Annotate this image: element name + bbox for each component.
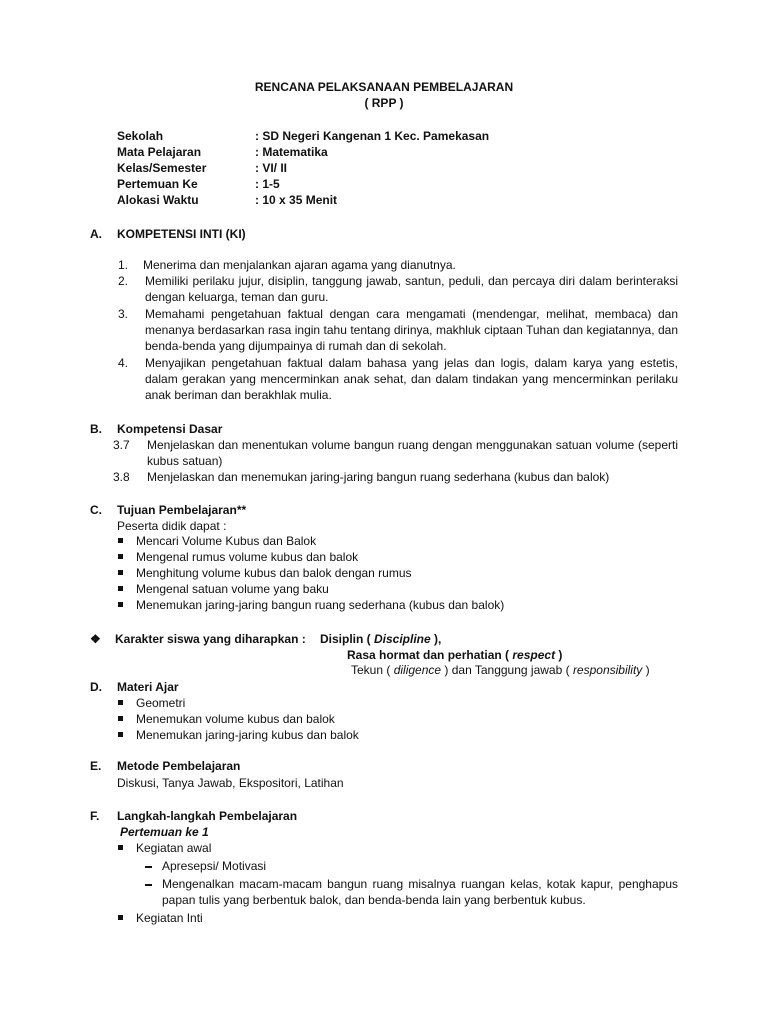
bullet-square-icon [118,602,123,607]
section-f-letter: F. [90,809,100,823]
ki-item: Memahami pengetahuan faktual dengan cara mengamati (mendengar, melihat, membaca) dan menanya berdasarkan rasa ingin tahu tentang dirinya, makhluk ciptaan Tuhan dan kegiatannya, dan benda-benda yang dijumpainya di rumah dan di sekolah. [145,307,678,353]
kd-item: Menjelaskan dan menentukan volume bangun ruang dengan menggunakan satuan volume (seperti kubus satuan) [147,438,678,468]
materi-item: Geometri [136,696,186,710]
section-a-letter: A. [90,227,102,241]
identity-label-pertemuan: Pertemuan Ke [117,177,198,191]
section-c-letter: C. [90,503,102,517]
kd-number: 3.7 [113,438,130,452]
tujuan-item: Menemukan jaring-jaring bangun ruang sederhana (kubus dan balok) [136,598,505,612]
ki-number: 2. [118,274,129,288]
section-e-text: Diskusi, Tanya Jawab, Ekspositori, Latihan [117,776,344,790]
kegiatan-step: Mengenalkan macam-macam bangun ruang misalnya ruangan kelas, kotak kapur, penghapus papan tulis yang berbentuk balok, dan benda-benda lain yang berbentuk kubus. [162,877,678,907]
page-subtitle: ( RPP ) [364,96,404,110]
tujuan-item: Menghitung volume kubus dan balok dengan rumus [136,566,412,580]
dash-bullet-icon [145,884,152,886]
materi-item: Menemukan volume kubus dan balok [136,712,335,726]
kd-item: Menjelaskan dan menemukan jaring-jaring bangun ruang sederhana (kubus dan balok) [147,470,610,484]
karakter-line-1: Disiplin ( Discipline ), [320,632,442,646]
section-d-letter: D. [90,680,102,694]
page-title: RENCANA PELAKSANAAN PEMBELAJARAN [254,80,514,94]
ki-number: 3. [118,307,129,321]
ki-item: Menerima dan menjalankan ajaran agama yang dianutnya. [143,258,456,272]
section-e-heading: Metode Pembelajaran [117,759,241,773]
diamond-bullet-icon: ❖ [90,632,101,646]
section-e-letter: E. [90,759,102,773]
tujuan-item: Mengenal rumus volume kubus dan balok [136,550,359,564]
identity-label-alokasi: Alokasi Waktu [117,193,199,207]
identity-label-mapel: Mata Pelajaran [117,145,202,159]
tujuan-item: Mencari Volume Kubus dan Balok [136,534,317,548]
bullet-square-icon [118,716,123,721]
karakter-line-2: Rasa hormat dan perhatian ( respect ) [347,648,563,662]
kegiatan-step: Apresepsi/ Motivasi [162,859,267,873]
karakter-line-3: Tekun ( diligence ) dan Tanggung jawab ( responsibility ) [351,663,650,677]
identity-value-kelas: : VI/ II [255,161,288,175]
section-b-heading: Kompetensi Dasar [117,422,223,436]
identity-value-alokasi: : 10 x 35 Menit [255,193,338,207]
bullet-square-icon [118,554,123,559]
bullet-square-icon [118,586,123,591]
section-f-subheading: Pertemuan ke 1 [120,825,209,839]
identity-value-pertemuan: : 1-5 [255,177,280,191]
karakter-label: Karakter siswa yang diharapkan : [115,632,306,646]
tujuan-item: Mengenal satuan volume yang baku [136,582,329,596]
ki-item: Memiliki perilaku jujur, disiplin, tanggung jawab, santun, peduli, dan percaya diri dalam berinteraksi dengan keluarga, teman dan guru. [145,274,678,304]
identity-label-kelas: Kelas/Semester [117,161,207,175]
kegiatan-inti-label: Kegiatan Inti [136,911,203,925]
identity-label-sekolah: Sekolah [117,129,164,143]
ki-number: 4. [118,356,129,370]
bullet-square-icon [118,570,123,575]
ki-number: 1. [118,258,129,272]
bullet-square-icon [118,915,123,920]
identity-value-sekolah: : SD Negeri Kangenan 1 Kec. Pamekasan [255,129,490,143]
bullet-square-icon [118,700,123,705]
bullet-square-icon [118,538,123,543]
bullet-square-icon [118,845,123,850]
kd-number: 3.8 [113,470,130,484]
section-b-letter: B. [90,422,102,436]
kegiatan-awal-label: Kegiatan awal [136,841,212,855]
section-d-heading: Materi Ajar [117,680,179,694]
section-c-heading: Tujuan Pembelajaran** [117,503,247,517]
section-c-intro: Peserta didik dapat : [117,519,227,533]
section-f-heading: Langkah-langkah Pembelajaran [117,809,298,823]
identity-value-mapel: : Matematika [255,145,328,159]
section-a-heading: KOMPETENSI INTI (KI) [117,227,246,241]
dash-bullet-icon [145,866,152,868]
bullet-square-icon [118,732,123,737]
ki-item: Menyajikan pengetahuan faktual dalam bahasa yang jelas dan logis, dalam karya yang estetis, dalam gerakan yang mencerminkan anak sehat, dan dalam tindakan yang mencerminkan perilaku anak beriman dan berakhlak mulia. [145,356,678,402]
materi-item: Menemukan jaring-jaring kubus dan balok [136,728,359,742]
